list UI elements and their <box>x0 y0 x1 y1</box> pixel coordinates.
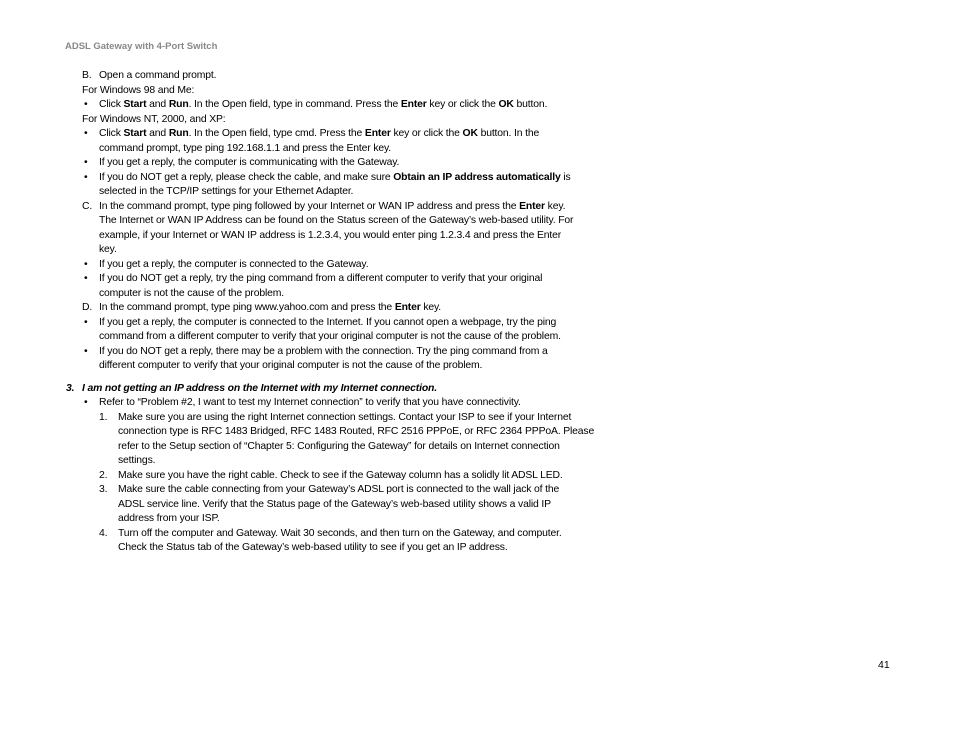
text-line: Make sure you have the right cable. Check to see if the Gateway column has a solidly lit ADSL LED. <box>118 469 563 481</box>
page-number: 41 <box>878 659 890 671</box>
b-reply-bullet: • If you get a reply, the computer is communicating with the Gateway. <box>82 156 602 171</box>
text-span: key or click the <box>390 128 463 139</box>
step-c-marker: C. <box>82 200 93 212</box>
section-3-number: 3. <box>66 382 75 394</box>
text-span: . In the Open field, type in command. Press the <box>188 99 401 110</box>
text-span: and <box>146 128 169 139</box>
text-line: different computer to verify that your original computer is not the cause of the problem. <box>99 360 483 371</box>
winnt-bullet <box>82 127 602 156</box>
text-span: key. <box>420 302 442 313</box>
step-c <box>82 200 602 258</box>
text-span: is <box>560 171 571 183</box>
step-number: 4. <box>99 527 108 539</box>
bold-span: OK <box>498 99 514 110</box>
text-line: key. <box>99 244 117 255</box>
text-line: The Internet or WAN IP Address can be found on the Status screen of the Gateway’s web-based utility. For <box>99 215 574 226</box>
running-header: ADSL Gateway with 4-Port Switch <box>65 41 218 52</box>
bold-span: Start <box>123 128 147 139</box>
step-d-marker: D. <box>82 302 93 313</box>
text-span: If you do NOT get a reply, please check the cable, and make sure <box>99 171 394 183</box>
bold-span: Run <box>168 128 189 139</box>
text-line: • If you do NOT get a reply, try the ping command from a different computer to verify that your original <box>99 273 543 284</box>
text-line: connection type is RFC 1483 Bridged, RFC 1483 Routed, RFC 2516 PPPoE, or RFC 2364 PPPoA. Please <box>118 426 595 437</box>
numbered-step <box>82 411 602 469</box>
bold-span: Enter <box>394 302 421 313</box>
d-noreply-bullet <box>82 345 602 374</box>
b-noreply-bullet <box>82 171 602 200</box>
step-number: 2. <box>99 469 108 481</box>
text-line: • If you do NOT get a reply, there may be a problem with the connection. Try the ping command from a <box>99 345 548 357</box>
section-3-heading: I am not getting an IP address on the Internet with my Internet connection. <box>82 382 437 394</box>
step-b-marker: B. <box>82 70 92 81</box>
text-line: Make sure the cable connecting from your Gateway’s ADSL port is connected to the wall jack of the <box>118 484 560 495</box>
text-span: Click <box>99 128 124 139</box>
page-body <box>66 69 602 556</box>
text-line: ADSL service line. Verify that the Status page of the Gateway’s web-based utility shows a valid IP <box>118 498 551 510</box>
win98-bullet <box>82 98 602 113</box>
text-span: and <box>146 99 169 110</box>
c-noreply-bullet <box>82 272 602 301</box>
bold-span: OK <box>462 128 478 139</box>
win98-label: For Windows 98 and Me: <box>82 84 195 96</box>
step-number: 3. <box>99 484 108 495</box>
text-line: Check the Status tab of the Gateway’s web-based utility to see if you get an IP address. <box>118 542 508 553</box>
text-line: refer to the Setup section of “Chapter 5: Configuring the Gateway” for details on Internet connection <box>118 440 560 452</box>
text-line: selected in the TCP/IP settings for your Ethernet Adapter. <box>99 186 354 197</box>
text-line: computer is not the cause of the problem. <box>99 287 285 299</box>
bold-span: Start <box>123 99 147 110</box>
text-line: command from a different computer to verify that your original computer is not the cause of the problem. <box>99 331 561 342</box>
text-line: Make sure you are using the right Internet connection settings. Contact your ISP to see if your Internet <box>118 411 572 423</box>
text-line: Turn off the computer and Gateway. Wait 30 seconds, and then turn on the Gateway, and computer. <box>118 527 562 539</box>
text-span: Click <box>99 99 124 110</box>
text-span: In the command prompt, type ping www.yahoo.com and press the <box>99 302 395 313</box>
winnt-label: For Windows NT, 2000, and XP: <box>82 113 226 125</box>
text-line: address from your ISP. <box>118 513 220 524</box>
text-span: key. <box>544 200 566 212</box>
text-span: button. <box>513 99 548 110</box>
section-3-refer-bullet: • Refer to “Problem #2, I want to test my Internet connection” to verify that you have connectivity. <box>82 396 602 411</box>
text-span: key or click the <box>426 99 499 110</box>
bold-span: Enter <box>364 128 391 139</box>
text-span: button. In the <box>477 128 540 139</box>
text-span: In the command prompt, type ping followed by your Internet or WAN IP address and press the <box>99 200 520 212</box>
text-line: command prompt, type ping 192.168.1.1 and press the Enter key. <box>99 142 392 154</box>
text-span: . In the Open field, type cmd. Press the <box>188 128 365 139</box>
bold-span: Enter <box>519 200 545 212</box>
numbered-step <box>82 483 602 527</box>
d-reply-bullet <box>82 316 602 345</box>
c-reply-bullet: • If you get a reply, the computer is connected to the Gateway. <box>82 258 602 273</box>
text-line: example, if your Internet or WAN IP address is 1.2.3.4, you would enter ping 1.2.3.4 and press the Enter <box>99 229 562 241</box>
step-b-text: Open a command prompt. <box>99 70 217 81</box>
bold-span: Obtain an IP address automatically <box>393 171 561 183</box>
numbered-step <box>82 469 602 484</box>
section-3-title <box>66 382 602 397</box>
text-line: • If you get a reply, the computer is connected to the Internet. If you cannot open a webpage, try the ping <box>99 316 557 328</box>
step-b <box>82 69 602 84</box>
step-d <box>82 301 602 316</box>
bold-span: Run <box>168 99 189 110</box>
bold-span: Enter <box>400 99 427 110</box>
text-line: settings. <box>118 455 156 466</box>
numbered-step <box>82 527 602 556</box>
step-number: 1. <box>99 411 108 423</box>
